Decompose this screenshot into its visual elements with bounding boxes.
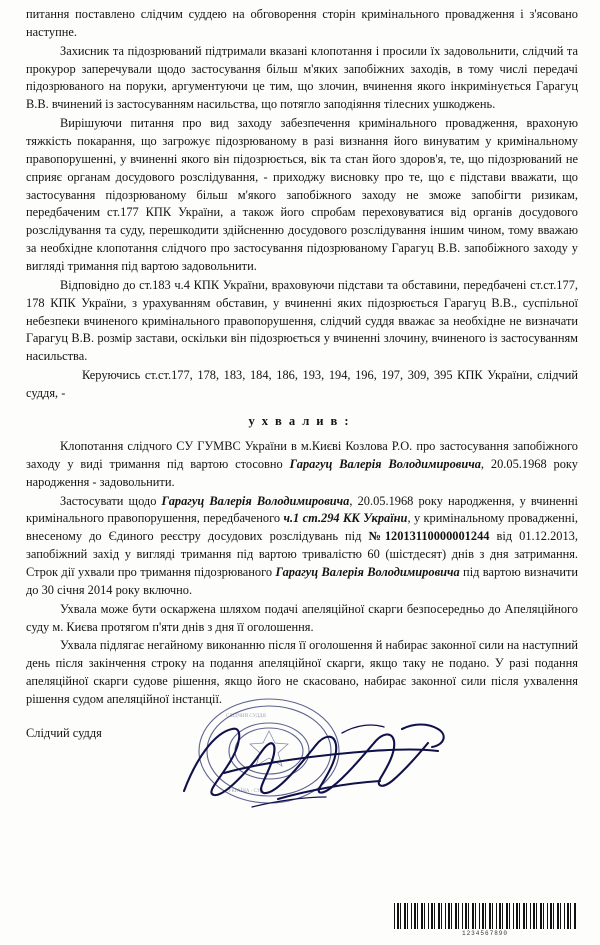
handwritten-signature xyxy=(166,699,456,819)
defendant-name: Гарагуц Валерія Володимировича xyxy=(161,493,350,508)
ruling-item-appeal xyxy=(26,601,578,637)
criminal-code-article: ч.1 ст.294 КК України xyxy=(283,511,408,526)
paragraph-text: Вирішуючи питання про вид заходу забезпечення кримінального провадження, врахоную тяжкість покарання, що загрожує підозрюваному в разі визнання його винуватим у кримінальному правопорушенні, у вчиненні якого він підозрюється, вік та стан його здоров'я, те, що підозрюваний не сприяє органам досудового розслідування, - приходжу висновку про те, що є підстави вважати, що застосування підозрюваному більш м'якого запобіжного заходу не зможе запобігти ризикам, передбаченим ст.177 КПК України, а також його спробам переховуватися від органів досудового розслідування та суду, перешкодити здійсненню досудового розслідування іншим чином, тому вважаю за необхідне клопотання слідчого про застосування підозрюваному Гарагуц В.В. запобіжного заходу у вигляді тримання під вартою задовольнити. xyxy=(26,116,578,274)
paragraph-bail-reasoning xyxy=(26,277,578,366)
paragraph-text: питання поставлено слідчим суддею на обговорення сторін кримінального провадження і з'ясовано наступне. xyxy=(26,7,578,39)
signature-label: Слідчий суддя xyxy=(26,725,102,740)
paragraph-text: Захисник та підозрюваний підтримали вказані клопотання і просили їх задовольнити, слідчий та прокурор заперечували щодо застосування більш м'яких запобіжних заходів, в тому числі передачі підозрюваного на поруки, аргументуючи це тим, що злочин, вчинення якого інкримінується Гарагуц В.В. вчинений із застосуванням насильства, що потягло заподіяння тілесних ушкоджень. xyxy=(26,43,578,112)
ruling-text-plain: , 20.05.1968 року народження, у вчиненні кримінального правопорушення, передбаченого xyxy=(26,493,578,526)
paragraph-text: Керуючись ст.ст.177, 178, 183, 184, 186, 193, 194, 196, 197, 309, 395 КПК України, слідчий суддя, - xyxy=(26,368,578,401)
barcode-block xyxy=(394,903,576,937)
defendant-name: Гарагуц Валерія Володимировича xyxy=(275,565,460,580)
paragraph-text: Відповідно до ст.183 ч.4 КПК України, враховуючи підстави та обставини, передбачені ст.ст.177, 178 КПК України, з урахуванням обставин, у вчиненні яких підозрюється Гарагуц В.В., суспільної небезпеки вчиненого кримінального правопорушення, слідчий суддя вважає за необхідне не визначати Гарагуц В.В. розмір застави, оскільки він підозрюється у вчиненні злочину, вчиненого із застосуванням насильства. xyxy=(26,277,578,364)
signature-area xyxy=(26,713,578,863)
paragraph-continuation xyxy=(26,6,578,42)
defendant-name: Гарагуц Валерія Володимировича xyxy=(289,456,481,471)
case-register-number: №12013110000001244 xyxy=(368,529,490,544)
paragraph-court-reasoning xyxy=(26,115,578,276)
ruling-text-plain: під вартою визначити до 30 січня 2014 року включно. xyxy=(26,565,578,597)
ruling-text-plain: , у кримінальному провадженні, внесеному до Єдиного реєстру досудових розслідувань під xyxy=(26,511,578,544)
ruling-text-plain: Ухвала підлягає негайному виконанню після її оголошення й набирає законної сили на наступний день після закінчення строку на подання апеляційної скарги, якщо таку не подано. У разі подання апеляційної скарги судове рішення, якщо його не скасовано, набирає законної сили після ухвалення рішення судом апеляційної інстанції. xyxy=(26,638,578,707)
ruling-text-plain: Ухвала може бути оскаржена шляхом подачі апеляційної скарги безпосередньо до Апеляційного суду м. Києва протягом п'яти днів з дня її оголошення. xyxy=(26,601,578,634)
ruling-heading: ухвалив: xyxy=(248,413,356,428)
paragraph-legal-basis xyxy=(26,367,578,403)
ruling-text-plain: Застосувати щодо xyxy=(60,493,162,508)
document-body xyxy=(26,6,578,863)
barcode-image xyxy=(394,903,576,929)
ruling-text-plain: від 01.12.2013, запобіжний захід у вигляді тримання під вартою тривалістю 60 (шістдесят) днів з дня затримання. Строк дії ухвали про тримання підозрюваного xyxy=(26,529,578,580)
ruling-text-plain: , 20.05.1968 року народження - задовольнити. xyxy=(26,456,578,489)
ruling-text-plain: Клопотання слідчого СУ ГУМВС України в м.Києві Козлова Р.О. про застосування запобіжного заходу у виді тримання під вартою стосовно xyxy=(26,439,578,471)
svg-text:СЛІДЧИЙ СУДДЯ: СЛІДЧИЙ СУДДЯ xyxy=(226,713,266,719)
paragraph-defense-position xyxy=(26,43,578,114)
ruling-item-2 xyxy=(26,493,578,600)
svg-text:УКРАЇНА · СУД: УКРАЇНА · СУД xyxy=(228,788,264,794)
ruling-item-1 xyxy=(26,438,578,492)
barcode-number: 1234567890 xyxy=(461,930,508,937)
